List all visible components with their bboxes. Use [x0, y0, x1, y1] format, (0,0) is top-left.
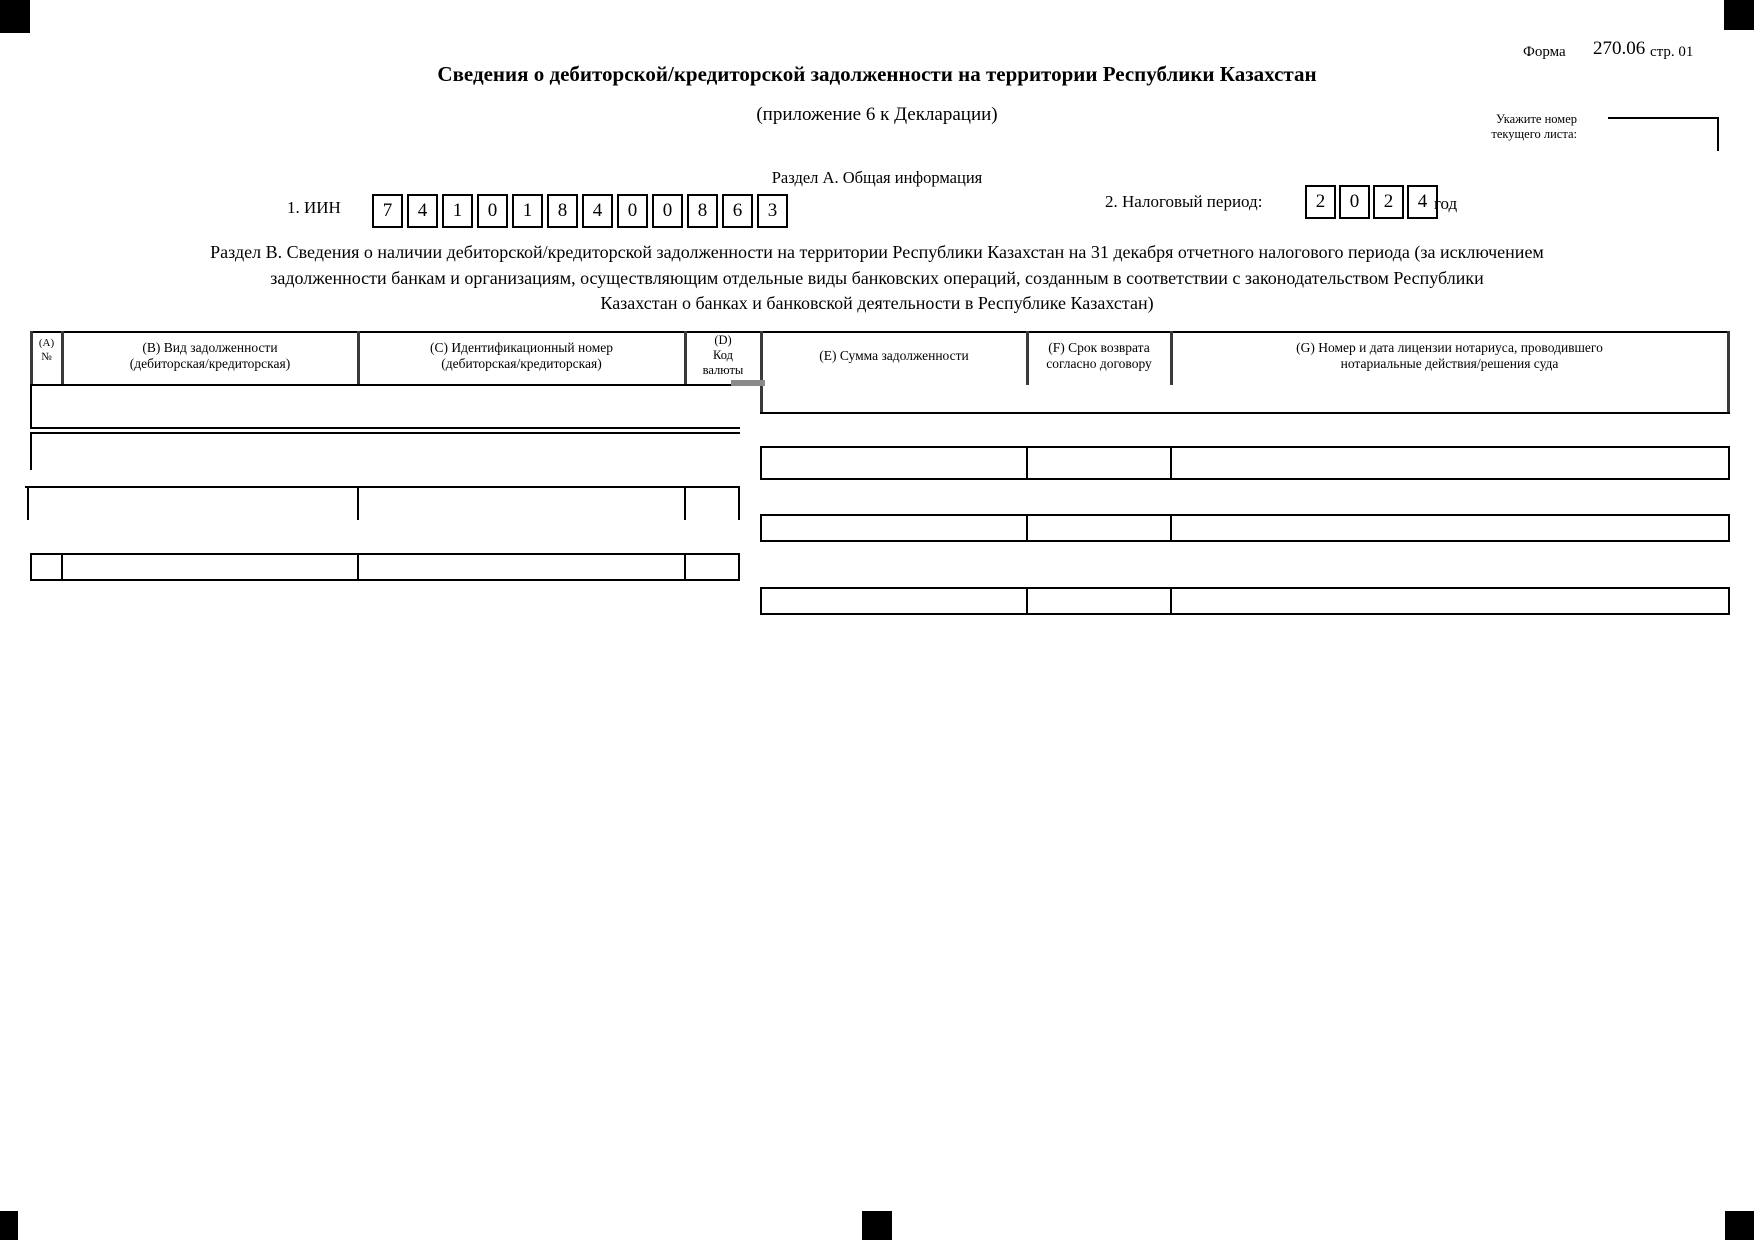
sheet-number-box[interactable] — [1608, 117, 1719, 151]
form-number: 270.06 — [1593, 38, 1646, 59]
col-header-d: (D) Код валюты — [702, 333, 744, 377]
rrow2-cell-f[interactable] — [1028, 516, 1168, 540]
rrow3-cell-e[interactable] — [762, 589, 1024, 613]
table-border — [760, 331, 763, 414]
table-border — [30, 434, 32, 470]
iin-digit-box[interactable]: 4 — [407, 194, 438, 228]
table-border — [738, 486, 740, 520]
section-a-heading: Раздел А. Общая информация — [771, 168, 983, 187]
iin-digit-box[interactable]: 0 — [652, 194, 683, 228]
row2-cell-b[interactable] — [63, 555, 355, 579]
iin-digit-box[interactable]: 1 — [512, 194, 543, 228]
form-title: Сведения о дебиторской/кредиторской задолженности на территории Республики Казахстан — [437, 62, 1317, 86]
table-border — [1727, 331, 1730, 414]
col-header-c: (С) Идентификационный номер (дебиторская/кредиторская) — [430, 340, 613, 371]
iin-digit-box[interactable]: 0 — [617, 194, 648, 228]
year-digit-box[interactable]: 2 — [1373, 185, 1404, 219]
year-digit-box[interactable]: 4 — [1407, 185, 1438, 219]
row1-cell-d[interactable] — [686, 488, 738, 518]
row2-cell-a[interactable] — [32, 555, 59, 579]
iin-digit-box[interactable]: 8 — [687, 194, 718, 228]
iin-digit-boxes — [372, 194, 788, 228]
year-digit-box[interactable]: 2 — [1305, 185, 1336, 219]
rrow1-cell-f[interactable] — [1028, 448, 1168, 478]
rrow3-cell-f[interactable] — [1028, 589, 1168, 613]
form-subtitle: (приложение 6 к Декларации) — [756, 104, 998, 125]
registration-mark-bottom-left — [0, 1211, 18, 1240]
iin-digit-box[interactable]: 6 — [722, 194, 753, 228]
sheet-number-hint: Укажите номер текущего листа: — [1491, 112, 1577, 141]
row2-cell-d[interactable] — [686, 555, 734, 579]
registration-mark-bottom-right — [1725, 1211, 1754, 1240]
iin-digit-box[interactable]: 8 — [547, 194, 578, 228]
section-b-line1: Раздел В. Сведения о наличии дебиторской/кредиторской задолженности на территории Республики Казахстан на 31 декабря отчетного налогового периода (за исключением — [210, 242, 1544, 262]
iin-digit-box[interactable]: 0 — [477, 194, 508, 228]
iin-digit-box[interactable]: 7 — [372, 194, 403, 228]
section-b-line2: задолженности банкам и организациям, осуществляющим отдельные виды банковских операций, созданным в соответствии с законодательством Республики — [270, 268, 1484, 288]
double-rule-top — [30, 427, 740, 429]
rrow3-cell-g[interactable] — [1172, 589, 1724, 613]
year-digit-box[interactable]: 0 — [1339, 185, 1370, 219]
row1-cell-c[interactable] — [359, 488, 684, 518]
iin-digit-box[interactable]: 1 — [442, 194, 473, 228]
page-number-label: стр. 01 — [1650, 44, 1694, 60]
iin-label: 1. ИИН — [287, 198, 341, 217]
registration-mark-top-left — [0, 0, 30, 33]
header-notch — [731, 380, 765, 386]
col-header-a: (А) № — [38, 337, 55, 363]
rrow1-cell-e[interactable] — [762, 448, 1024, 478]
section-b-line3: Казахстан о банках и банковской деятельности в Республике Казахстан) — [600, 293, 1154, 313]
registration-mark-bottom-center — [862, 1211, 892, 1240]
year-suffix-label: год — [1434, 194, 1458, 213]
table-border — [30, 384, 762, 386]
iin-digit-box[interactable]: 3 — [757, 194, 788, 228]
tax-period-boxes — [1305, 185, 1438, 219]
rrow2-cell-g[interactable] — [1172, 516, 1724, 540]
col-header-b: (B) Вид задолженности (дебиторская/кредиторская) — [129, 340, 291, 371]
rrow2-cell-e[interactable] — [762, 516, 1024, 540]
row2-cell-c[interactable] — [359, 555, 682, 579]
table-header-top-border — [30, 331, 1730, 333]
col-header-e: (Е) Сумма задолженности — [819, 348, 969, 363]
col-header-f: (F) Срок возврата согласно договору — [1046, 340, 1152, 371]
table-border — [760, 412, 1730, 414]
rrow1-cell-g[interactable] — [1172, 448, 1724, 478]
registration-mark-top-right — [1724, 0, 1754, 30]
iin-digit-box[interactable]: 4 — [582, 194, 613, 228]
col-header-g: (G) Номер и дата лицензии нотариуса, проводившего нотариальные действия/решения суда — [1296, 340, 1603, 371]
tax-period-label: 2. Налоговый период: — [1105, 192, 1263, 211]
row1-cell-b[interactable] — [29, 488, 357, 518]
table-border — [30, 384, 32, 427]
double-rule-bottom — [30, 432, 740, 434]
form-label: Форма — [1523, 44, 1566, 60]
